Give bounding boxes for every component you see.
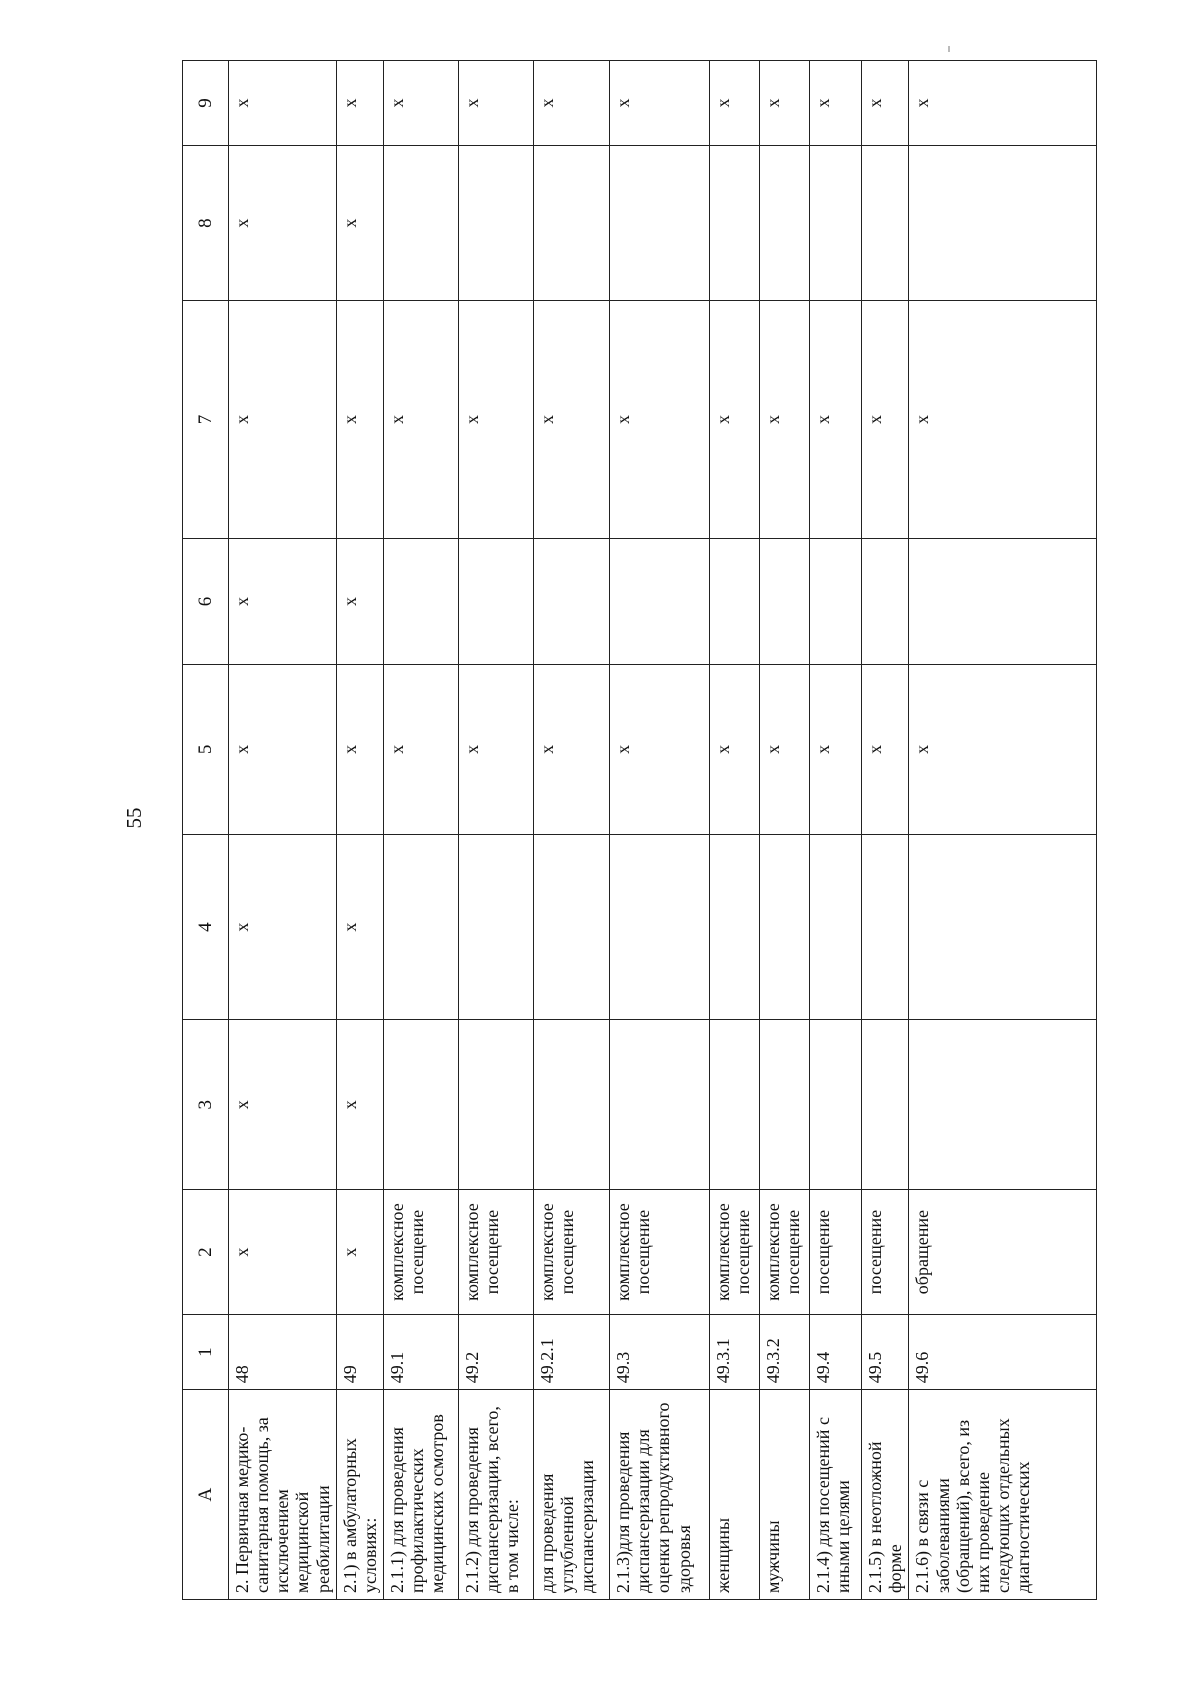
table-row xyxy=(760,61,810,1600)
cell-col-4 xyxy=(610,834,710,1020)
cell-col-6: х xyxy=(229,538,337,664)
cell-col-4: х xyxy=(229,834,337,1020)
header-col-2: 2 xyxy=(183,1190,229,1315)
cell-col-7: х xyxy=(534,301,610,539)
cell-col-7: х xyxy=(810,301,862,539)
cell-col-4 xyxy=(384,834,459,1020)
header-col-8: 8 xyxy=(183,145,229,300)
cell-col-7: х xyxy=(610,301,710,539)
cell-col-9: х xyxy=(229,61,337,146)
cell-col-9: х xyxy=(459,61,534,146)
cell-col-8 xyxy=(610,145,710,300)
cell-col-7: х xyxy=(336,301,383,539)
cell-col-3: х xyxy=(229,1020,337,1190)
cell-col-3 xyxy=(534,1020,610,1190)
table-row xyxy=(909,61,1097,1600)
cell-col-7: х xyxy=(909,301,1097,539)
cell-col-5: х xyxy=(610,665,710,835)
row-number: 49.5 xyxy=(862,1315,909,1390)
cell-col-9: х xyxy=(610,61,710,146)
header-col-1: 1 xyxy=(183,1315,229,1390)
cell-col-7: х xyxy=(862,301,909,539)
cell-col-3 xyxy=(862,1020,909,1190)
cell-col-6 xyxy=(909,538,1097,664)
cell-col-9: х xyxy=(760,61,810,146)
unit-cell: х xyxy=(229,1190,337,1315)
row-label: женщины xyxy=(710,1390,760,1600)
cell-col-6 xyxy=(384,538,459,664)
cell-col-5: х xyxy=(810,665,862,835)
header-col-a: А xyxy=(183,1390,229,1600)
cell-col-5: х xyxy=(229,665,337,835)
cell-col-4 xyxy=(710,834,760,1020)
cell-col-9: х xyxy=(384,61,459,146)
cell-col-8 xyxy=(810,145,862,300)
cell-col-5: х xyxy=(336,665,383,835)
table-row xyxy=(336,61,383,1600)
row-number: 48 xyxy=(229,1315,337,1390)
cell-col-6 xyxy=(760,538,810,664)
cell-col-8 xyxy=(760,145,810,300)
cell-col-6 xyxy=(534,538,610,664)
cell-col-6 xyxy=(862,538,909,664)
cell-col-5: х xyxy=(862,665,909,835)
row-label: 2.1.5) в неотложной форме xyxy=(862,1390,909,1600)
header-row xyxy=(183,61,229,1600)
cell-col-3 xyxy=(610,1020,710,1190)
cell-col-5: х xyxy=(710,665,760,835)
header-col-9: 9 xyxy=(183,61,229,146)
scan-mark xyxy=(948,46,950,52)
cell-col-6: х xyxy=(336,538,383,664)
row-label: 2.1.1) для проведения профилактических медицинских осмотров xyxy=(384,1390,459,1600)
unit-cell: обращение xyxy=(909,1190,1097,1315)
unit-cell: комплексное посещение xyxy=(459,1190,534,1315)
cell-col-8: х xyxy=(229,145,337,300)
row-number: 49.2.1 xyxy=(534,1315,610,1390)
cell-col-4 xyxy=(459,834,534,1020)
row-number: 49.2 xyxy=(459,1315,534,1390)
cell-col-8 xyxy=(459,145,534,300)
cell-col-3 xyxy=(384,1020,459,1190)
row-number: 49.3 xyxy=(610,1315,710,1390)
cell-col-9: х xyxy=(710,61,760,146)
cell-col-8 xyxy=(384,145,459,300)
row-label: 2.1) в амбулаторных условиях: xyxy=(336,1390,383,1600)
cell-col-8 xyxy=(534,145,610,300)
cell-col-7: х xyxy=(384,301,459,539)
cell-col-8 xyxy=(862,145,909,300)
cell-col-8 xyxy=(909,145,1097,300)
unit-cell: комплексное посещение xyxy=(384,1190,459,1315)
unit-cell: х xyxy=(336,1190,383,1315)
row-label: 2.1.2) для проведения диспансеризации, всего, в том числе: xyxy=(459,1390,534,1600)
cell-col-3 xyxy=(909,1020,1097,1190)
row-number: 49.6 xyxy=(909,1315,1097,1390)
table-row xyxy=(810,61,862,1600)
cell-col-3 xyxy=(760,1020,810,1190)
row-number: 49.1 xyxy=(384,1315,459,1390)
cell-col-6 xyxy=(459,538,534,664)
cell-col-4 xyxy=(810,834,862,1020)
cell-col-9: х xyxy=(862,61,909,146)
row-label: 2.1.4) для посещений с иными целями xyxy=(810,1390,862,1600)
cell-col-4 xyxy=(534,834,610,1020)
row-label: для проведения углубленной диспансеризации xyxy=(534,1390,610,1600)
cell-col-9: х xyxy=(336,61,383,146)
rotated-table-container xyxy=(182,60,1087,1600)
unit-cell: посещение xyxy=(862,1190,909,1315)
header-col-7: 7 xyxy=(183,301,229,539)
cell-col-7: х xyxy=(459,301,534,539)
row-label: 2. Первичная медико-санитарная помощь, за исключением медицинской реабилитации xyxy=(229,1390,337,1600)
header-col-5: 5 xyxy=(183,665,229,835)
header-col-4: 4 xyxy=(183,834,229,1020)
cell-col-4: х xyxy=(336,834,383,1020)
row-number: 49.3.1 xyxy=(710,1315,760,1390)
table-row xyxy=(610,61,710,1600)
unit-cell: комплексное посещение xyxy=(760,1190,810,1315)
cell-col-3 xyxy=(810,1020,862,1190)
row-number: 49.3.2 xyxy=(760,1315,810,1390)
cell-col-3: х xyxy=(336,1020,383,1190)
unit-cell: комплексное посещение xyxy=(610,1190,710,1315)
cell-col-3 xyxy=(710,1020,760,1190)
row-label: 2.1.3)для проведения диспансеризации для оценки репродуктивного здоровья xyxy=(610,1390,710,1600)
page-number: 55 xyxy=(122,807,146,829)
table-row xyxy=(384,61,459,1600)
cell-col-9: х xyxy=(810,61,862,146)
header-col-6: 6 xyxy=(183,538,229,664)
row-number: 49 xyxy=(336,1315,383,1390)
unit-cell: посещение xyxy=(810,1190,862,1315)
row-number: 49.4 xyxy=(810,1315,862,1390)
cell-col-8 xyxy=(710,145,760,300)
cell-col-7: х xyxy=(229,301,337,539)
cell-col-7: х xyxy=(710,301,760,539)
cell-col-5: х xyxy=(760,665,810,835)
cell-col-4 xyxy=(862,834,909,1020)
table-row xyxy=(229,61,337,1600)
row-label: 2.1.6) в связи с заболеваниями (обращений), всего, из них проведение следующих отдельных диагностических xyxy=(909,1390,1097,1600)
cell-col-3 xyxy=(459,1020,534,1190)
unit-cell: комплексное посещение xyxy=(534,1190,610,1315)
cell-col-6 xyxy=(710,538,760,664)
cell-col-5: х xyxy=(909,665,1097,835)
row-label: мужчины xyxy=(760,1390,810,1600)
table-row xyxy=(459,61,534,1600)
cell-col-8: х xyxy=(336,145,383,300)
cell-col-5: х xyxy=(384,665,459,835)
cell-col-9: х xyxy=(909,61,1097,146)
cell-col-4 xyxy=(760,834,810,1020)
header-col-3: 3 xyxy=(183,1020,229,1190)
cell-col-7: х xyxy=(760,301,810,539)
table-row xyxy=(710,61,760,1600)
table-row xyxy=(862,61,909,1600)
cell-col-9: х xyxy=(534,61,610,146)
cell-col-6 xyxy=(810,538,862,664)
cell-col-4 xyxy=(909,834,1097,1020)
unit-cell: комплексное посещение xyxy=(710,1190,760,1315)
cell-col-5: х xyxy=(459,665,534,835)
data-table xyxy=(182,60,1097,1600)
table-row xyxy=(534,61,610,1600)
cell-col-6 xyxy=(610,538,710,664)
cell-col-5: х xyxy=(534,665,610,835)
